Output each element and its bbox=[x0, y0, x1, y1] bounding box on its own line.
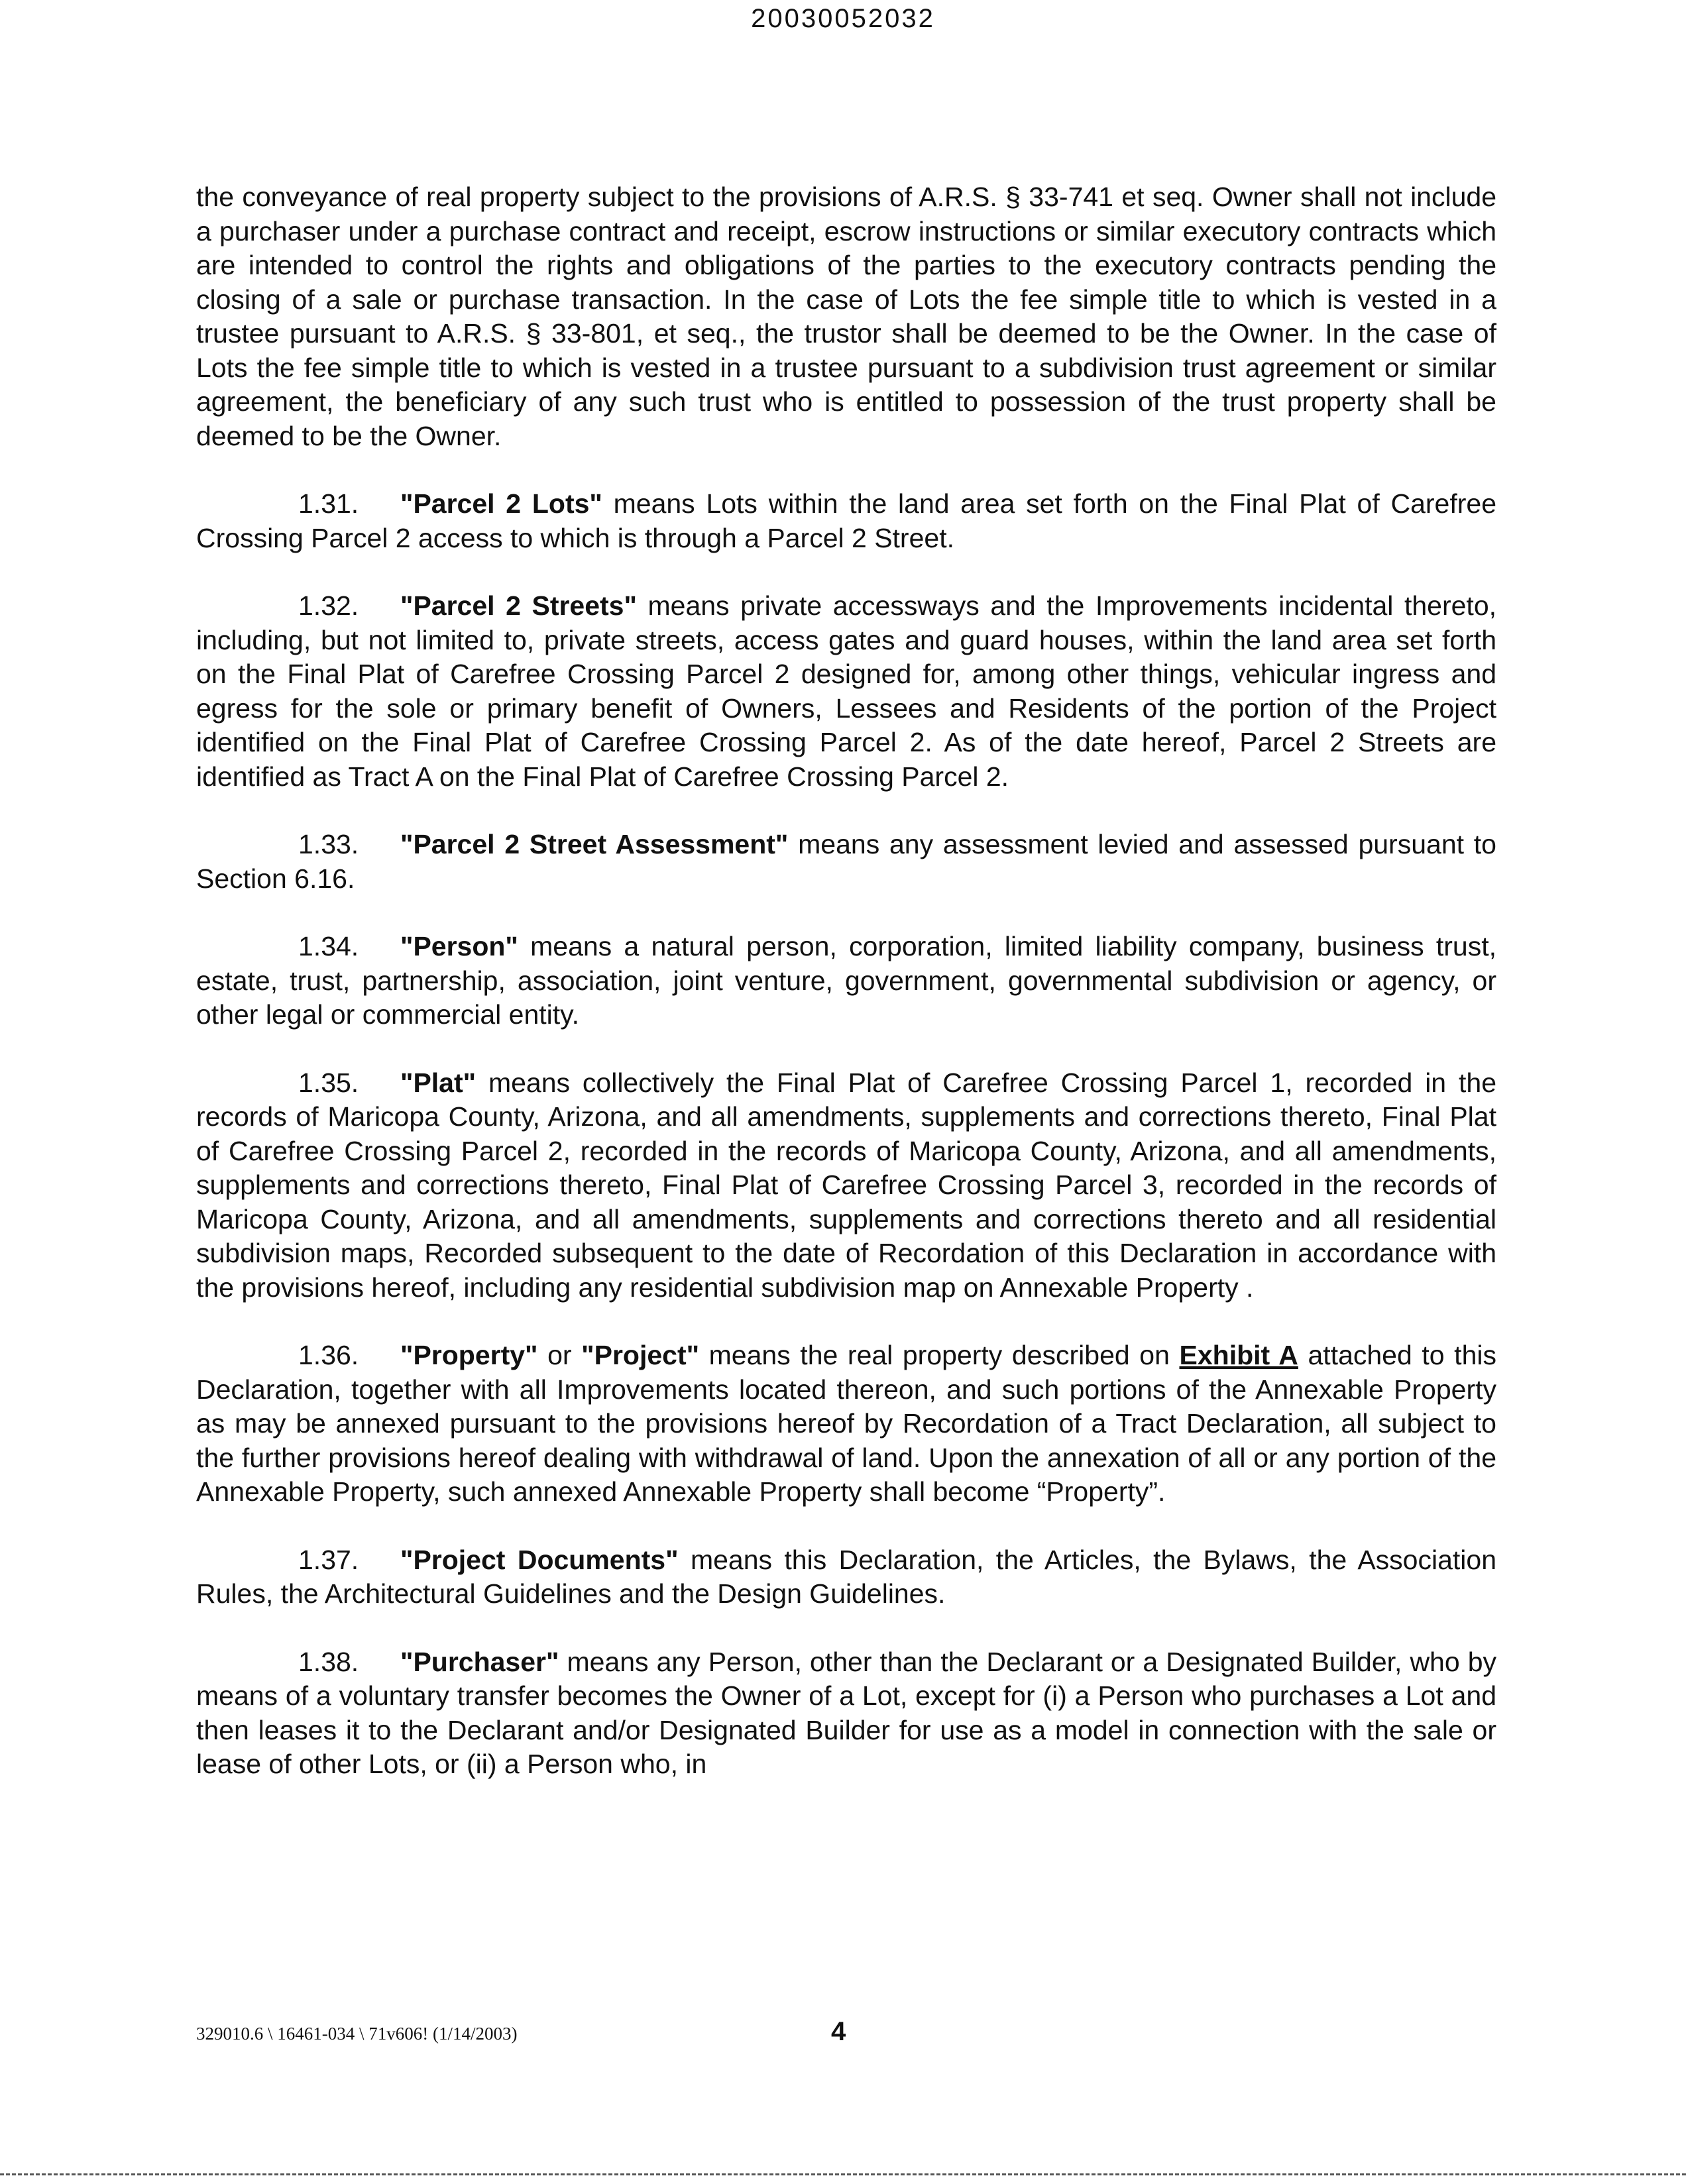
defined-term: "Parcel 2 Street Assessment" bbox=[400, 829, 789, 859]
definition-text: attached to this Declaration, together with all Improvements located thereon, and such portions of the Annexable Property as may be annexed pursuant to the provisions hereof by Recordation of a Tract Declaration, all subject to the further provisions hereof dealing with withdrawal of land. Upon the annexation of all or any portion of the Annexable Property, such annexed Annexable Property shall become “Property”. bbox=[196, 1340, 1496, 1507]
section-1-35 bbox=[196, 1066, 1496, 1305]
definition-text: means a natural person, corporation, limited liability company, business trust, estate, trust, partnership, association, joint venture, government, governmental subdivision or agency, or other legal or commercial entity. bbox=[196, 931, 1496, 1030]
document-body bbox=[196, 180, 1496, 1816]
defined-term: "Parcel 2 Streets" bbox=[400, 590, 637, 621]
section-number: 1.36. bbox=[298, 1340, 359, 1370]
defined-term: "Property" bbox=[400, 1340, 538, 1370]
section-number: 1.31. bbox=[298, 488, 359, 519]
defined-term: "Project Documents" bbox=[400, 1544, 679, 1575]
section-number: 1.32. bbox=[298, 590, 359, 621]
section-number: 1.35. bbox=[298, 1067, 359, 1098]
section-1-37 bbox=[196, 1543, 1496, 1611]
section-number: 1.38. bbox=[298, 1646, 359, 1677]
definition-text: means any Person, other than the Declarant or a Designated Builder, who by means of a voluntary transfer becomes the Owner of a Lot, except for (i) a Person who purchases a Lot and then leases it to the Declarant and/or Designated Builder for use as a model in connection with the sale or lease of other Lots, or (ii) a Person who, in bbox=[196, 1646, 1496, 1779]
page-number: 4 bbox=[831, 2017, 846, 2046]
definition-text: means private accessways and the Improvements incidental thereto, including, but not limited to, private streets, access gates and guard houses, within the land area set forth on the Final Plat of Carefree Crossing Parcel 2 designed for, among other things, vehicular ingress and egress for the sole or primary benefit of Owners, Lessees and Residents of the portion of the Project identified on the Final Plat of Carefree Crossing Parcel 2. As of the date hereof, Parcel 2 Streets are identified as Tract A on the Final Plat of Carefree Crossing Parcel 2. bbox=[196, 590, 1497, 792]
defined-term: "Purchaser" bbox=[400, 1646, 559, 1677]
definition-text: means collectively the Final Plat of Carefree Crossing Parcel 1, recorded in the records of Maricopa County, Arizona, and all amendments, supplements and corrections thereto, Final Plat of Carefree Crossing Parcel 2, recorded in the records of Maricopa County, Arizona, and all amendments, supplements and corrections thereto, Final Plat of Carefree Crossing Parcel 3, recorded in the records of Maricopa County, Arizona, and all amendments, supplements and corrections thereto and all residential subdivision maps, Recorded subsequent to the date of Recordation of this Declaration in accordance with the provisions hereof, including any residential subdivision map on Annexable Property . bbox=[196, 1067, 1496, 1303]
defined-term: "Plat" bbox=[400, 1067, 477, 1098]
definition-text: means any assessment levied and assessed pursuant to Section 6.16. bbox=[196, 829, 1496, 894]
section-1-32 bbox=[196, 589, 1496, 794]
section-1-38 bbox=[196, 1645, 1496, 1782]
scan-artifact-divider bbox=[0, 2173, 1686, 2175]
section-number: 1.33. bbox=[298, 829, 359, 859]
section-1-34 bbox=[196, 930, 1496, 1032]
footer-document-id: 329010.6 \ 16461-034 \ 71v606! (1/14/2003) bbox=[196, 2024, 518, 2044]
section-1-31 bbox=[196, 487, 1496, 555]
term-joiner: or bbox=[537, 1340, 582, 1370]
section-1-33 bbox=[196, 828, 1496, 896]
recording-number: 20030052032 bbox=[751, 4, 935, 33]
section-number: 1.37. bbox=[298, 1544, 359, 1575]
owner-definition-continuation: the conveyance of real property subject to the provisions of A.R.S. § 33-741 et seq. Owner shall not include a purchaser under a purchase contract and receipt, escrow instructions or similar executory contracts which are intended to control the rights and obligations of the parties to the executory contracts pending the closing of a sale or purchase transaction. In the case of Lots the fee simple title to which is vested in a trustee pursuant to A.R.S. § 33-801, et seq., the trustor shall be deemed to be the Owner. In the case of Lots the fee simple title to which is vested in a trustee pursuant to a subdivision trust agreement or similar agreement, the beneficiary of any such trust who is entitled to possession of the trust property shall be deemed to be the Owner. bbox=[196, 182, 1496, 451]
section-number: 1.34. bbox=[298, 931, 359, 961]
definition-text: means this Declaration, the Articles, the Bylaws, the Association Rules, the Architectural Guidelines and the Design Guidelines. bbox=[196, 1544, 1497, 1609]
defined-term-alt: "Project" bbox=[581, 1340, 700, 1370]
definition-text-lead: means the real property described on bbox=[699, 1340, 1180, 1370]
exhibit-reference: Exhibit A bbox=[1179, 1340, 1298, 1370]
defined-term: "Person" bbox=[400, 931, 518, 961]
defined-term: "Parcel 2 Lots" bbox=[400, 488, 602, 519]
section-1-36 bbox=[196, 1338, 1496, 1509]
definition-text: means Lots within the land area set forth on the Final Plat of Carefree Crossing Parcel 2 access to which is through a Parcel 2 Street. bbox=[196, 488, 1497, 553]
